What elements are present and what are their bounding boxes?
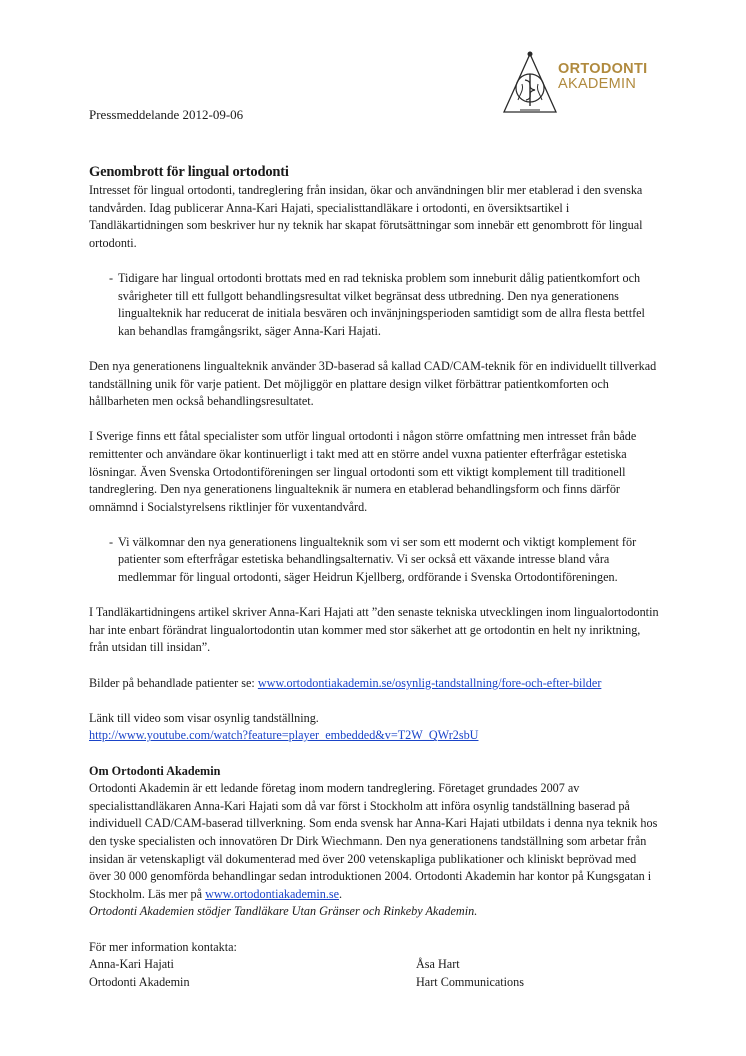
logo-line-1: ORTODONTI (558, 61, 648, 77)
contact-intro: För mer information kontakta: (89, 939, 237, 954)
about-body (89, 780, 659, 903)
article-paragraph: I Tandläkartidningens artikel skriver Anna-Kari Hajati att ”den senaste tekniska utvecklingen inom lingualortodontin har inte enbart förändrat lingualortodontin utan kommer med stor säkerhet att ge ortodontin en helt ny inriktning, från utsidan till insidan”. (89, 605, 659, 655)
quote-bullet-2 (89, 534, 659, 587)
contact-left-name: Anna-Kari Hajati (89, 957, 174, 972)
images-prefix: Bilder på behandlade patienter se: (89, 675, 258, 690)
intro-paragraph: Intresset för lingual ortodonti, tandreglering från insidan, ökar och användningen blir mer etablerad i den svenska tandvården. Idag publicerar Anna-Kari Hajati, specialisttandläkare i ortodonti, en översiktsartikel i Tandläkartidningen som beskriver hur ny teknik har skapat förutsättningar som innebär ett genombrott för lingual ortodonti. (89, 183, 643, 250)
images-paragraph (89, 675, 659, 693)
headline: Genombrott för lingual ortodonti (89, 164, 289, 180)
contact-right-name: Åsa Hart (416, 957, 460, 972)
about-link-suffix: . (339, 886, 343, 901)
about-link[interactable]: www.ortodontiakademin.se (205, 886, 340, 901)
video-paragraph (89, 710, 659, 745)
contacts (89, 956, 659, 1008)
logo-emblem-icon (500, 50, 560, 118)
press-release-date: Pressmeddelande 2012-09-06 (89, 107, 244, 122)
sweden-paragraph: I Sverige finns ett fåtal specialister som utför lingual ortodonti i någon större omfattning men intresset från både remittenter och användare ökar kontinuerligt i takt med att en större andel vuxna patienter efterfrågar estetiska lösningar. Även Svenska Ortodontiföreningen ser lingual ortodonti som ett viktigt komplement till traditionell tandreglering. Den nya generationens lingualteknik är numera en etablerad behandlingsform och finns därför omnämnd i Socialstyrelsens riktlinjer för vuxentandvård. (89, 429, 637, 514)
dash-marker: - (109, 270, 114, 285)
video-link[interactable]: http://www.youtube.com/watch?feature=player_embedded&v=T2W_QWr2sbU (89, 728, 479, 743)
document-body (89, 162, 659, 1008)
contact-right-org: Hart Communications (416, 974, 524, 989)
logo-line-2: AKADEMIN (558, 76, 637, 92)
about-text: Ortodonti Akademin är ett ledande företag inom modern tandreglering. Företaget grundades 2007 av specialisttandläkaren Anna-Kari Hajati som då var först i Stockholm att införa osynlig tandställning baserad på individuell CAD/CAM-baserad tillverkning. Som enda svensk har Anna-Kari Hajati utbildats i denna nya teknik hos den tyske specialisten och innovatören Dr Dirk Wiechmann. Den nya generationens tandställning som arbetar från insidan är vetenskapligt väl dokumenterad med över 200 vetenskapliga publikationer och kliniskt beprövad med över 30 000 genomförda behandlingar sedan introduktionen 2004. Ortodonti Akademin har kontor på Kungsgatan i Stockholm. Läs mer på (89, 781, 658, 901)
about-title: Om Ortodonti Akademin (89, 763, 221, 778)
dash-marker: - (109, 534, 114, 549)
company-logo (500, 50, 660, 118)
support-statement: Ortodonti Akademien stödjer Tandläkare Utan Gränser och Rinkeby Akademin. (89, 904, 478, 919)
quote-bullet-1 (89, 270, 659, 340)
contact-left-org: Ortodonti Akademin (89, 974, 190, 989)
contact-right (416, 956, 524, 991)
about-section (89, 763, 659, 921)
quote-text-2: Vi välkomnar den nya generationens lingualteknik som vi ser som ett modernt och viktigt komplement för patienter som efterfrågar estetiska behandlingsalternativ. Vi ser också ett växande intresse bland våra medlemmar för lingual ortodonti, säger Heidrun Kjellberg, ordförande i Svenska Ortodontiföreningen. (118, 534, 637, 585)
video-prefix: Länk till video som visar osynlig tandställning. (89, 710, 319, 725)
contact-left (89, 956, 190, 991)
quote-text-1: Tidigare har lingual ortodonti brottats med en rad tekniska problem som inneburit dålig patientkomfort och svårigheter till ett fullgott behandlingsresultat vilket begränsat dess utbredning. Den nya generationens lingualteknik har reducerat de initiala besvären och invänjningsperioden samtidigt som de allra flesta bettfel kan behandlas framgångsrikt, säger Anna-Kari Hajati. (118, 270, 645, 338)
technology-paragraph: Den nya generationens lingualteknik använder 3D-baserad så kallad CAD/CAM-teknik för en individuellt tillverkad tandställning unik för varje patient. Det möjliggör en plattare design vilket förbättrar patientkomforten och hållbarheten men också behandlingsresultatet. (89, 358, 657, 409)
images-link[interactable]: www.ortodontiakademin.se/osynlig-tandstallning/fore-och-efter-bilder (257, 675, 602, 690)
